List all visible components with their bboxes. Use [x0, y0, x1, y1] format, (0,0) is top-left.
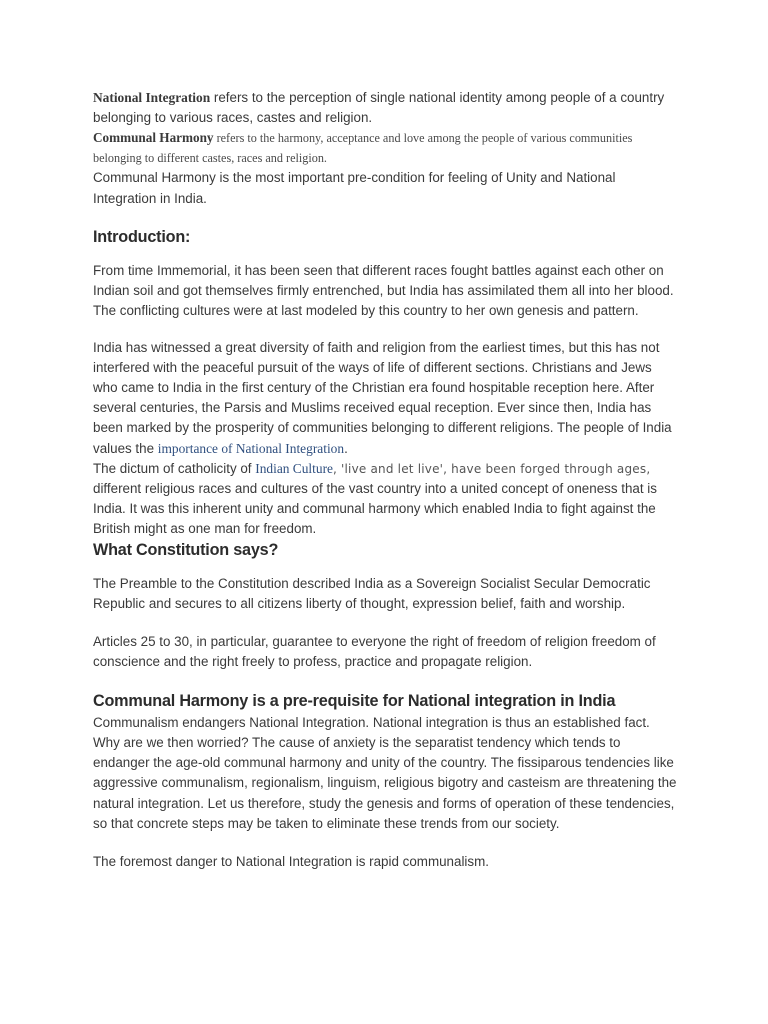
prerequisite-paragraph-1: Communalism endangers National Integration. National integration is thus an established fact. Why are we then worried? The cause of anxiety is the separatist tendency which tends to endanger the age-old communal harmony and unity of the country. The fissiparous tendencies like aggressive communalism, regionalism, linguism, religious bigotry and casteism are threatening the natural integration. Let us therefore, study the genesis and forms of operation of these tendencies, so that concrete steps may be taken to eliminate these trends from our society.: [93, 714, 677, 831]
intro-paragraph-national-integration: [93, 88, 678, 128]
prerequisite-paragraph-2: The foremost danger to National Integration is rapid communalism.: [93, 854, 489, 870]
introduction-paragraph-2: [93, 338, 678, 459]
constitution-paragraph-2: Articles 25 to 30, in particular, guarantee to everyone the right of freedom of religion freedom of conscience and the right freely to profess, practice and propagate religion.: [93, 634, 656, 670]
heading-communal-harmony-prerequisite: Communal Harmony is a pre-requisite for National integration in India: [93, 691, 616, 710]
heading-introduction: Introduction:: [93, 227, 191, 246]
intro-paragraph-precondition: Communal Harmony is the most important pre-condition for feeling of Unity and National Integration in India.: [93, 170, 616, 206]
introduction-paragraph-1: From time Immemorial, it has been seen that different races fought battles against each other on Indian soil and got themselves firmly entrenched, but India has assimilated them all into her blood. The conflicting cultures were at last modeled by this country to her own genesis and pattern.: [93, 263, 674, 319]
document-page: [93, 88, 678, 872]
intro-paragraph-communal-harmony: [93, 128, 678, 168]
term-communal-harmony: Communal Harmony: [93, 130, 214, 146]
intro-p1-text: refers to the perception of single national identity among people of a country belonging to various races, castes and religion.: [93, 90, 665, 126]
constitution-paragraph-1: The Preamble to the Constitution described India as a Sovereign Socialist Secular Democratic Republic and secures to all citizens liberty of thought, expression belief, faith and worship.: [93, 575, 651, 612]
introduction-p3-rest: different religious races and cultures of the vast country into a united concept of oneness that is India. It was this inherent unity and communal harmony which enabled India to fight against the British might as one man for freedom.: [93, 481, 657, 537]
link-indian-culture[interactable]: Indian Culture: [255, 460, 333, 476]
heading-what-constitution-says: What Constitution says?: [93, 540, 279, 559]
introduction-paragraph-3: [93, 459, 678, 540]
term-national-integration: National Integration: [93, 90, 211, 105]
intro-p2-text: refers to the harmony, acceptance and love among the people of various communities belonging to different castes, races and religion.: [93, 131, 633, 166]
link-importance-of-national-integration[interactable]: importance of National Integration: [157, 440, 345, 456]
introduction-p3-start: The dictum of catholicity of: [93, 460, 256, 476]
introduction-p2-end: .: [344, 440, 348, 456]
introduction-p2-text: India has witnessed a great diversity of faith and religion from the earliest times, but this has not interfered with the peaceful pursuit of the ways of life of different sections. Christians and Jews who came to India in the first century of the Christian era found hospitable reception here. After several centuries, the Parsis and Muslims received equal reception. Ever since then, India has been marked by the prosperity of communities belonging to different religions. The people of India values the: [93, 339, 672, 456]
introduction-p3-quote: , 'live and let live', have been forged through ages,: [332, 461, 651, 476]
